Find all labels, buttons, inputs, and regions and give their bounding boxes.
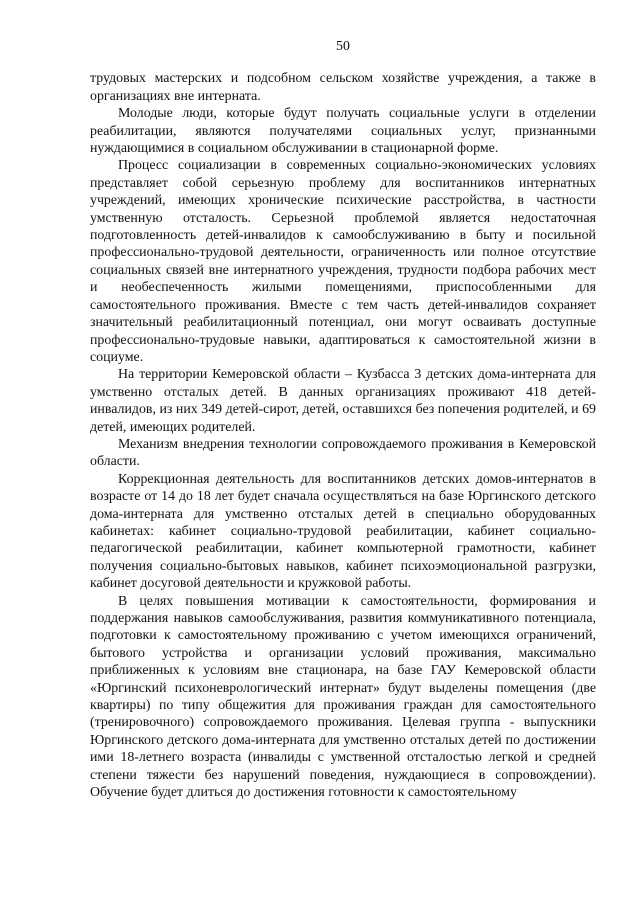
paragraph-kemerovo-statistics: На территории Кемеровской области – Кузбасса 3 детских дома-интерната для умственно отсталых детей. В данных организациях проживают 418 детей-инвалидов, из них 349 детей-сирот, детей, оставшихся без попечения родителей, и 69 детей, имеющих родителей. <box>90 367 596 435</box>
paragraph-mechanism-heading: Механизм внедрения технологии сопровождаемого проживания в Кемеровской области. <box>90 436 596 470</box>
paragraph-correctional-activity: Коррекционная деятельность для воспитанников детских домов-интернатов в возрасте от 14 до 18 лет будет сначала осуществляться на базе Юргинского детского дома-интерната для умственно отсталых детей в специально оборудованных кабинетах: кабинет социально-трудовой реабилитации, кабинет социально-педагогической реабилитации, кабинет компьютерной грамотности, кабинет получения социально-бытовых навыков, кабинет психоэмоциональной разгрузки, кабинет досуговой деятельности и кружковой работы. <box>90 471 596 592</box>
document-page <box>90 38 596 801</box>
paragraph-rehabilitation-recipients: Молодые люди, которые будут получать социальные услуги в отделении реабилитации, являются получателями социальных услуг, признанными нуждающимися в социальном обслуживании в стационарной форме. <box>90 106 596 157</box>
paragraph-continuation: трудовых мастерских и подсобном сельском хозяйстве учреждения, а также в организациях вне интерната. <box>90 71 596 104</box>
paragraph-socialization-process: Процесс социализации в современных социально-экономических условиях представляет собой серьезную проблему для воспитанников интернатных учреждений, имеющих хронические психические расстройства, в частности умственную отсталость. Серьезной проблемой является недостаточная подготовленность детей-инвалидов к самообслуживанию в быту и посильной профессионально-трудовой деятельности, ограниченность или полное отсутствие социальных связей вне интернатного учреждения, трудности подбора рабочих мест и необеспеченность жилыми помещениями, приспособленными для самостоятельного проживания. Вместе с тем часть детей-инвалидов сохраняет значительный реабилитационный потенциал, они могут осваивать доступные профессионально-трудовые навыки, адаптироваться к самостоятельной жизни в социуме. <box>90 158 596 365</box>
paragraph-motivation-goals: В целях повышения мотивации к самостоятельности, формирования и поддержания навыков самообслуживания, развития коммуникативного потенциала, подготовки к самостоятельному проживанию с учетом имеющихся ограничений, бытового устройства и организации условий проживания, максимально приближенных к условиям вне стационара, на базе ГАУ Кемеровской области «Юргинский психоневрологический интернат» будут выделены помещения (две квартиры) по типу общежития для проживания граждан для самостоятельного (тренировочного) сопровождаемого проживания. Целевая группа - выпускники Юргинского детского дома-интерната для умственно отсталых детей по достижении ими 18-летнего возраста (инвалиды с умственной отсталостью легкой и средней степени тяжести без нарушений поведения, нуждающиеся в сопровождении). Обучение будет длиться до достижения готовности к самостоятельному <box>90 593 596 801</box>
page-number: 50 <box>336 39 350 54</box>
